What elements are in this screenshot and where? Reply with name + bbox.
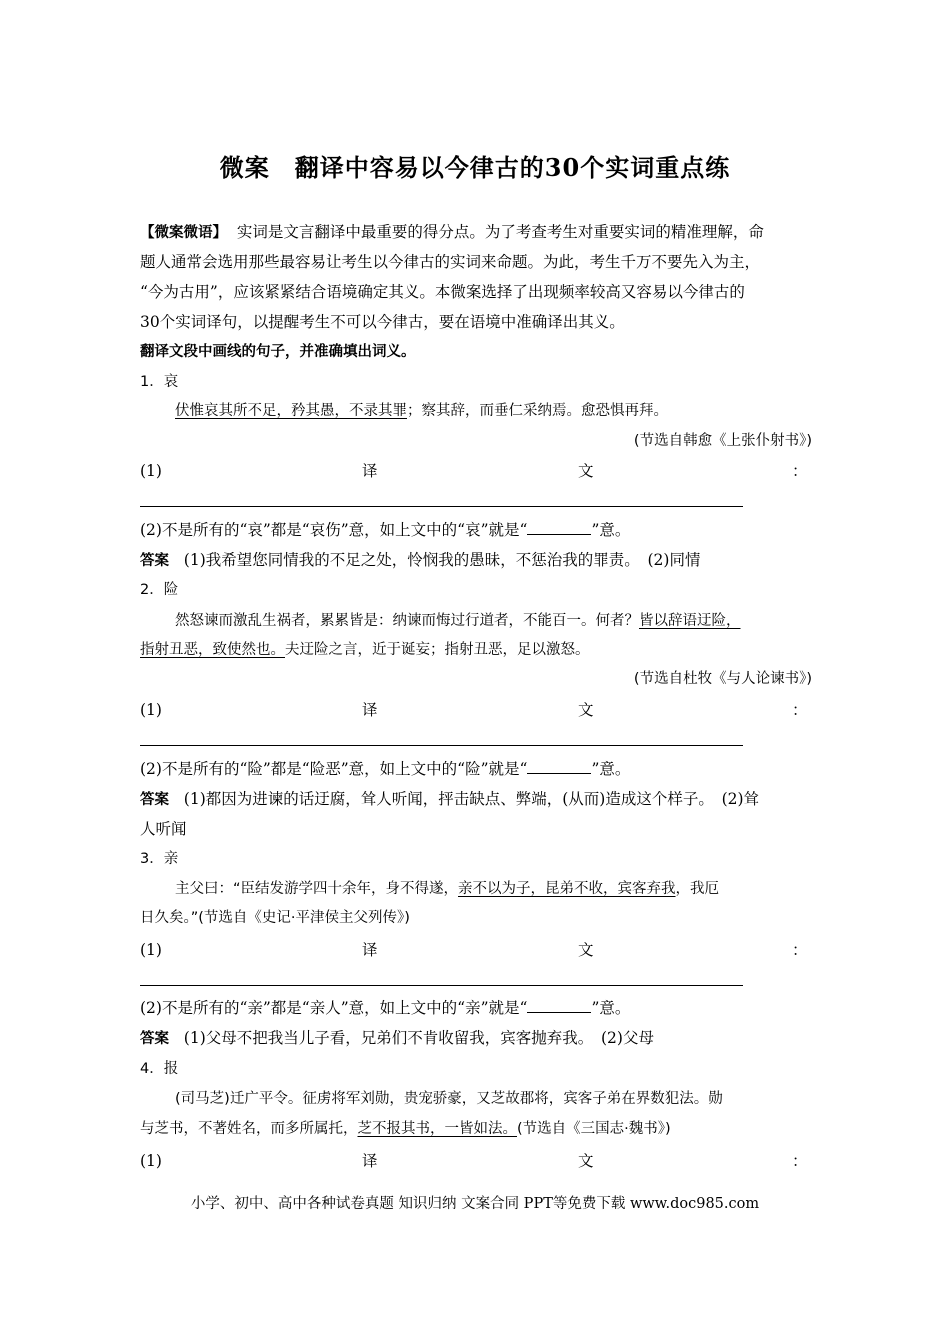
q4-colon: ： — [792, 1152, 808, 1170]
q2-answer-line[interactable] — [140, 745, 743, 746]
q3-question-2 — [140, 998, 812, 1018]
q4-passage-2 — [140, 1119, 812, 1139]
q2-blank[interactable] — [527, 759, 591, 774]
q3-passage-text-1b: ，我厄 — [675, 881, 720, 897]
q1-passage — [175, 401, 812, 421]
q1-item-number: (1) — [140, 462, 162, 480]
q1-answer-line[interactable] — [140, 506, 743, 507]
intro-line-1 — [140, 222, 812, 243]
q3-answer-text: (1)父母不把我当儿子看，兄弟们不肯收留我，宾客抛弃我。 (2)父母 — [183, 1029, 654, 1047]
q1-underlined-sentence: 伏惟哀其所不足，矜其愚，不录其罪 — [175, 403, 407, 419]
q2-answer-1 — [140, 789, 812, 810]
instruction: 翻译文段中画线的句子，并准确填出词义。 — [140, 344, 416, 360]
q2-underlined-1: 皆以辞语迂险， — [639, 613, 741, 629]
q3-q2-text-b: ”意。 — [591, 999, 631, 1017]
page-footer: 小学、初中、高中各种试卷真题 知识归纳 文案合同 PPT等免费下载 www.doc985.com — [190, 1196, 760, 1212]
q4-wen: 文 — [578, 1152, 594, 1170]
q2-passage-2 — [140, 640, 812, 660]
q3-blank[interactable] — [527, 998, 591, 1013]
q2-item-number: (1) — [140, 701, 162, 719]
q1-wen: 文 — [578, 462, 594, 480]
q1-passage-rest: ；察其辞，而垂仁采纳焉。愈恐惧再拜。 — [407, 403, 668, 419]
q3-yi: 译 — [362, 941, 378, 959]
intro-line-3: “今为古用”，应该紧紧结合语境确定其义。本微案选择了出现频率较高又容易以今律古的 — [140, 283, 745, 301]
q3-heading: 3．亲 — [140, 851, 179, 867]
q2-wen: 文 — [578, 701, 594, 719]
q1-q2-text-b: ”意。 — [591, 521, 631, 539]
q2-yi: 译 — [362, 701, 378, 719]
q2-passage-text-1: 然怒谏而激乱生祸者，累累皆是：纳谏而悔过行道者，不能百一。何者？ — [175, 613, 639, 629]
q1-question-2 — [140, 520, 812, 540]
intro-tag: 【微案微语】 — [140, 225, 227, 241]
q3-passage-text-1a: 主父曰：“臣结发游学四十余年，身不得遂， — [175, 881, 459, 897]
q4-yi: 译 — [362, 1152, 378, 1170]
intro-line-2: 题人通常会选用那些最容易让考生以今律古的实词来命题。为此，考生千万不要先入为主， — [140, 253, 761, 271]
q1-colon: ： — [792, 462, 808, 480]
q2-answer-label: 答案 — [140, 792, 169, 808]
q1-answer-label: 答案 — [140, 553, 169, 569]
q1-heading: 1．哀 — [140, 374, 179, 390]
q3-wen: 文 — [578, 941, 594, 959]
q2-underlined-2: 指射丑恶，致使然也。 — [140, 642, 285, 658]
q2-q2-text-a: (2)不是所有的“险”都是“险恶”意，如上文中的“险”就是“ — [140, 760, 528, 778]
q4-item-number: (1) — [140, 1152, 162, 1170]
q2-source: (节选自杜牧《与人论谏书》) — [633, 671, 812, 687]
q2-answer-2: 人听闻 — [140, 820, 187, 838]
q4-passage-1: (司马芝)迁广平令。征虏将军刘勋，贵宠骄豪，又芝故郡将，宾客子弟在界数犯法。勋 — [175, 1091, 723, 1107]
q2-colon: ： — [792, 701, 808, 719]
q2-answer-text-1: (1)都因为进谏的话迂腐，耸人听闻，抨击缺点、弊端，(从而)造成这个样子。 (2)耸 — [183, 790, 760, 808]
q2-question-2 — [140, 759, 812, 779]
q3-underlined: 亲不以为子，昆弟不收，宾客弃我 — [458, 881, 676, 897]
q1-blank[interactable] — [527, 520, 591, 535]
q3-passage-2: 日久矣。”(节选自《史记·平津侯主父列传》) — [140, 910, 410, 926]
q3-answer-label: 答案 — [140, 1031, 169, 1047]
q2-q2-text-b: ”意。 — [591, 760, 631, 778]
q3-item-number: (1) — [140, 941, 162, 959]
q3-passage-1 — [175, 879, 812, 899]
page-title: 微案 翻译中容易以今律古的30个实词重点练 — [219, 153, 731, 182]
q1-source: (节选自韩愈《上张仆射书》) — [633, 433, 812, 449]
q3-q2-text-a: (2)不是所有的“亲”都是“亲人”意，如上文中的“亲”就是“ — [140, 999, 528, 1017]
q2-heading: 2．险 — [140, 582, 179, 598]
q4-underlined: 芝不报其书，一皆如法。 — [357, 1121, 517, 1137]
q4-source: (节选自《三国志·魏书》) — [517, 1121, 671, 1137]
q3-colon: ： — [792, 941, 808, 959]
q3-answer-line[interactable] — [140, 985, 743, 986]
q3-answer — [140, 1028, 812, 1049]
q2-passage-1 — [175, 611, 812, 631]
q1-yi: 译 — [362, 462, 378, 480]
q1-answer-text: (1)我希望您同情我的不足之处，怜悯我的愚昧，不惩治我的罪责。 (2)同情 — [183, 551, 701, 569]
intro-text-1: 实词是文言翻译中最重要的得分点。为了考查考生对重要实词的精准理解，命 — [236, 223, 764, 241]
q4-heading: 4．报 — [140, 1061, 179, 1077]
q1-q2-text-a: (2)不是所有的“哀”都是“哀伤”意，如上文中的“哀”就是“ — [140, 521, 528, 539]
q4-passage-text-2a: 与芝书，不著姓名，而多所属托， — [140, 1121, 358, 1137]
q2-passage-text-2: 夫迂险之言，近于诞妄；指射丑恶，足以激怒。 — [285, 642, 590, 658]
intro-line-4: 30个实词译句，以提醒考生不可以今律古，要在语境中准确译出其义。 — [140, 313, 625, 331]
q1-answer — [140, 550, 812, 571]
